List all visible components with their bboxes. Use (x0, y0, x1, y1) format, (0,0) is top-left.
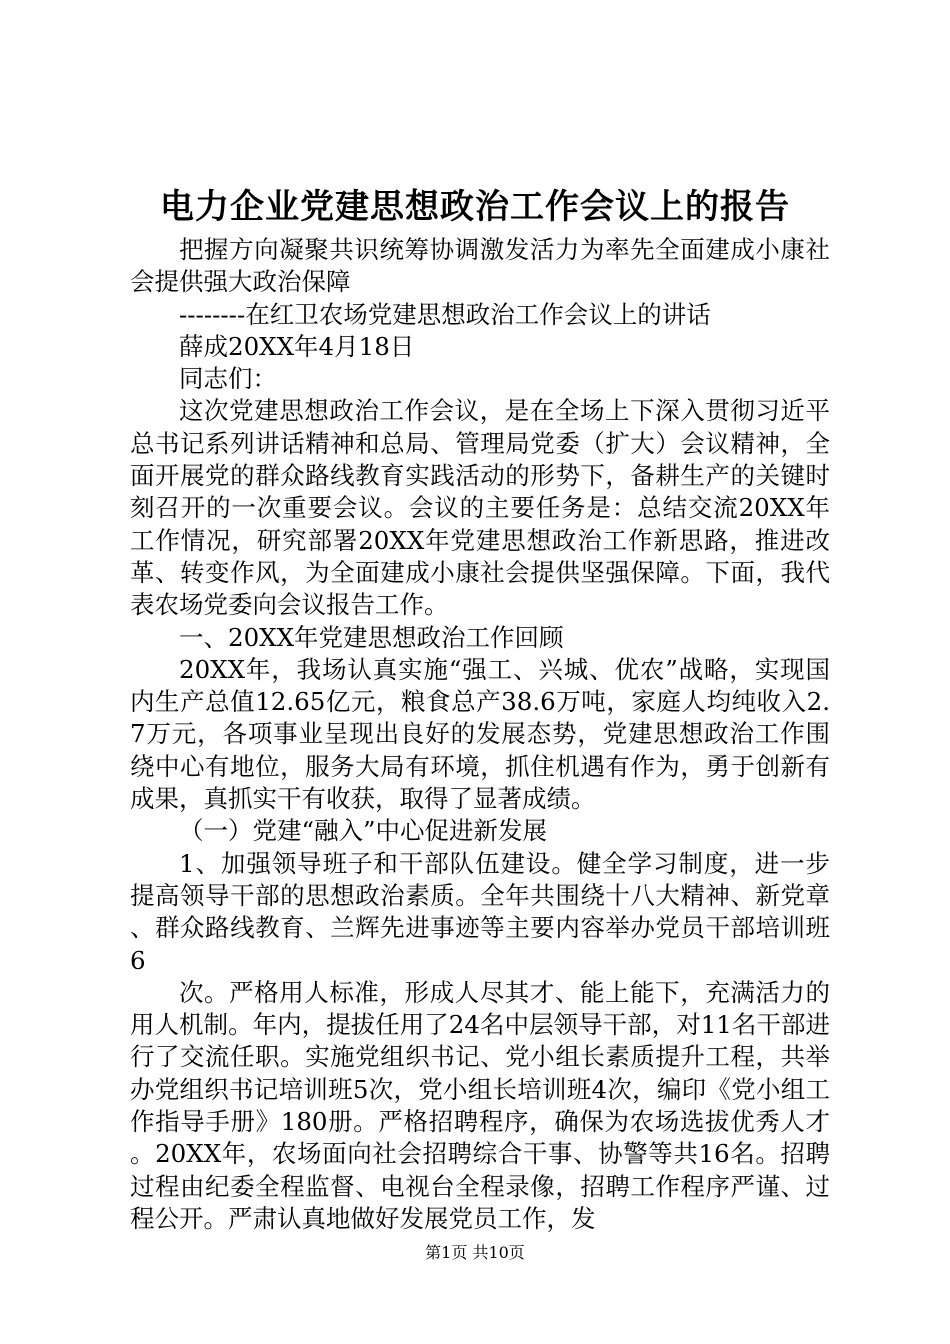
document-body (130, 234, 830, 1235)
body-paragraph: 这次党建思想政治工作会议，是在全场上下深入贯彻习近平总书记系列讲话精神和总局、管理局党委（扩大）会议精神，全面开展党的群众路线教育实践活动的形势下，备耕生产的关键时刻召开的一次重要会议。会议的主要任务是：总结交流20XX年工作情况，研究部署20XX年党建思想政治工作新思路，推进改革、转变作风，为全面建成小康社会提供坚强保障。下面，我代表农场党委向会议报告工作。 (130, 396, 830, 620)
body-paragraph: 次。严格用人标准，形成人尽其才、能上能下，充满活力的用人机制。年内，提拔任用了24名中层领导干部，对11名干部进行了交流任职。实施党组织书记、党小组长素质提升工程，共举办党组织书记培训班5次，党小组长培训班4次，编印《党小组工作指导手册》180册。严格招聘程序，确保为农场选拔优秀人才。20XX年，农场面向社会招聘综合干事、协警等共16名。招聘过程由纪委全程监督、电视台全程录像，招聘工作程序严谨、过程公开。严肃认真地做好发展党员工作，发 (130, 977, 830, 1233)
body-paragraph: 20XX年，我场认真实施“强工、兴城、优农”战略，实现国内生产总值12.65亿元，粮食总产38.6万吨，家庭人均纯收入2.7万元，各项事业呈现出良好的发展态势，党建思想政治工作围绕中心有地位，服务大局有环境，抓住机遇有作为，勇于创新有成果，真抓实干有收获，取得了显著成绩。 (130, 654, 830, 814)
author-date-line: 薛成20XX年4月18日 (179, 331, 415, 361)
subsection-heading: （一）党建“融入”中心促进新发展 (179, 816, 548, 846)
body-paragraph: 1、加强领导班子和干部队伍建设。健全学习制度，进一步提高领导干部的思想政治素质。全年共围绕十八大精神、新党章、群众路线教育、兰辉先进事迹等主要内容举办党员干部培训班6 (130, 848, 830, 975)
section-heading: 一、20XX年党建思想政治工作回顾 (179, 622, 564, 652)
subtitle-paragraph: 把握方向凝聚共识统筹协调激发活力为率先全面建成小康社会提供强大政治保障 (130, 235, 830, 297)
salutation: 同志们： (179, 364, 277, 394)
document-title: 电力企业党建思想政治工作会议上的报告 (160, 187, 790, 227)
speech-source-line: --------在红卫农场党建思想政治工作会议上的讲话 (179, 299, 711, 329)
page-footer: 第1页 共10页 (425, 1243, 525, 1262)
